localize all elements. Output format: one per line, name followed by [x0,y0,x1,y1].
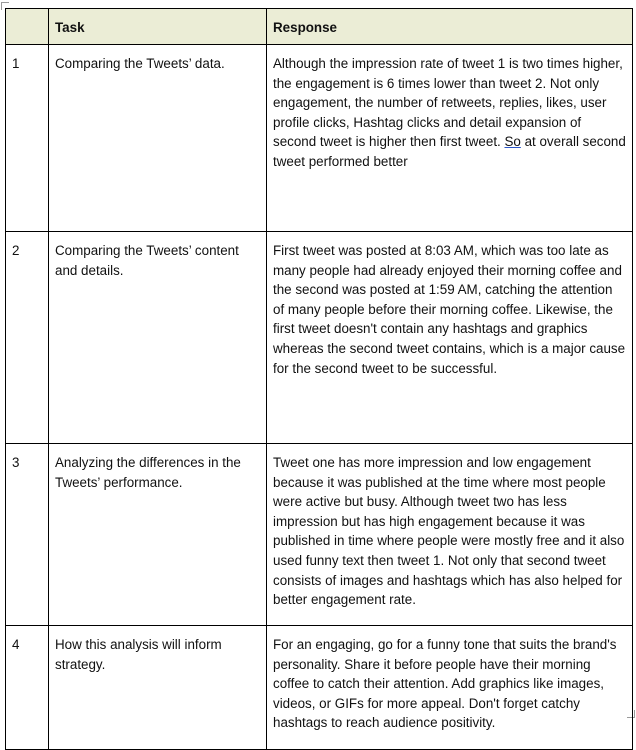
header-row [6,9,633,45]
table-row [6,444,633,626]
row-task: Comparing the Tweets’ data. [49,45,267,232]
row-task: Comparing the Tweets’ content and details. [49,232,267,444]
row-number: 3 [6,444,49,626]
table-row [6,45,633,232]
table-row [6,626,633,750]
row-number: 4 [6,626,49,750]
header-task: Task [49,9,267,45]
table-row [6,232,633,444]
response-text: at overall second tweet performed better [273,134,626,169]
header-number [6,9,49,45]
row-number: 1 [6,45,49,232]
response-text: Although the impression rate of tweet 1 is two times higher, the engagement is 6 times lower than tweet 2. Not only engagement, the number of retweets, replies, likes, user profile clicks, Hashtag clicks and detail expansion of second tweet is higher then first tweet. [273,56,623,150]
row-response: For an engaging, go for a funny tone that suits the brand's personality. Share it before people have their morning coffee to catch their attention. Add graphics like images, videos, or GIFs for more appeal. Don't forget catchy hashtags to reach audience positivity. [267,626,633,750]
row-task: Analyzing the differences in the Tweets’ performance. [49,444,267,626]
row-number: 2 [6,232,49,444]
row-response [267,45,633,232]
row-task: How this analysis will inform strategy. [49,626,267,750]
response-text-so: So [504,134,521,150]
row-response: First tweet was posted at 8:03 AM, which was too late as many people had already enjoyed their morning coffee and the second was posted at 1:59 AM, catching the attention of many people before their morning coffee. Likewise, the first tweet doesn't contain any hashtags and graphics whereas the second tweet contains, which is a major cause for the second tweet to be successful. [267,232,633,444]
header-response: Response [267,9,633,45]
row-response: Tweet one has more impression and low engagement because it was published at the time where most people were active but busy. Although tweet two has less impression but has high engagement because it was published in time where people were mostly free and it also used funny text then tweet 1. Not only that second tweet consists of images and hashtags which has also helped for better engagement rate. [267,444,633,626]
task-response-table [5,8,633,750]
